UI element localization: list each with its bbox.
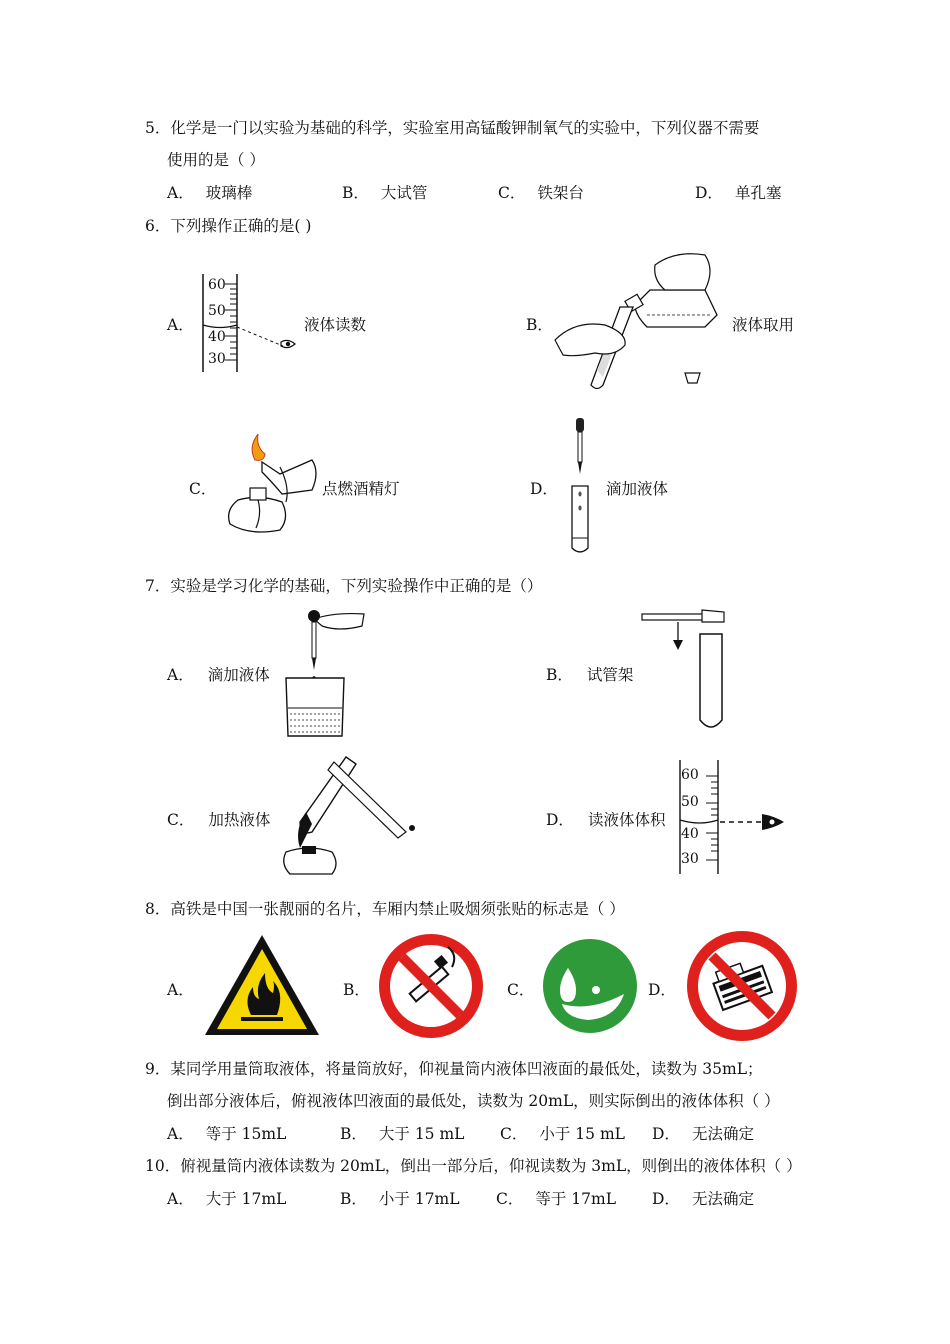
q10-option-d[interactable]: [652, 1187, 754, 1209]
q8-option-c-letter[interactable]: C．: [507, 981, 535, 999]
test-tube-holder-illustration: [640, 608, 730, 736]
q6-option-a-label: 液体读数: [304, 316, 367, 334]
q7-option-a[interactable]: [167, 663, 270, 685]
q5-option-c[interactable]: [498, 181, 584, 203]
q9-option-b-letter: B．: [340, 1125, 367, 1143]
q9-option-d-letter: D．: [652, 1125, 680, 1143]
q9-option-a[interactable]: [167, 1122, 286, 1144]
q7-option-c-letter: C．: [167, 811, 195, 829]
q10-option-c-letter: C．: [496, 1190, 524, 1208]
q7-option-d-label: 读液体体积: [587, 811, 666, 829]
q8-option-a-letter[interactable]: A．: [167, 981, 194, 999]
q7d-scale-50: 50: [681, 794, 699, 810]
q7-option-d-letter: D．: [546, 811, 574, 829]
q7-option-c-label: 加热液体: [208, 811, 271, 829]
dropper-into-beaker-illustration: [284, 604, 369, 739]
heating-liquid-illustration: [276, 752, 421, 882]
q5-option-a-letter: A．: [167, 184, 194, 202]
q10-option-c-text: 等于 17mL: [535, 1190, 617, 1208]
q5-option-c-text: 铁架台: [537, 184, 584, 202]
q10-stem: 10．俯视量筒内液体读数为 20mL，倒出一部分后，仰视读数为 3mL，则倒出的液体体积（ ）: [145, 1157, 802, 1175]
q9-stem-line1: 9．某同学用量筒取液体，将量筒放好，仰视量筒内液体凹液面的最低处，读数为 35mL；: [145, 1060, 763, 1078]
lighting-alcohol-lamp-illustration: [220, 432, 320, 542]
q9-option-c[interactable]: [500, 1122, 625, 1144]
q6-option-a-letter[interactable]: A．: [167, 316, 194, 334]
q5-option-b-letter: B．: [342, 184, 369, 202]
q7d-scale-60: 60: [681, 767, 699, 783]
q6a-scale-30: 30: [208, 351, 226, 367]
q5-option-b[interactable]: [342, 181, 427, 203]
dropper-into-test-tube-illustration: [568, 416, 598, 558]
q5-option-d-text: 单孔塞: [734, 184, 782, 202]
q7-option-b-label: 试管架: [586, 666, 634, 684]
q7-option-b-letter: B．: [546, 666, 573, 684]
q7-option-a-label: 滴加液体: [207, 666, 270, 684]
q10-option-b[interactable]: [340, 1187, 460, 1209]
q5-option-c-letter: C．: [498, 184, 526, 202]
q10-option-d-letter: D．: [652, 1190, 680, 1208]
q9-option-d-text: 无法确定: [691, 1125, 754, 1143]
q7-option-c[interactable]: [167, 808, 270, 830]
q10-option-a-letter: A．: [167, 1190, 194, 1208]
q6a-scale-40: 40: [208, 329, 226, 345]
q10-option-b-text: 小于 17mL: [378, 1190, 460, 1208]
q8-option-d-letter[interactable]: D．: [648, 981, 676, 999]
q6a-scale-50: 50: [208, 303, 226, 319]
q6-option-d-label: 滴加液体: [606, 480, 669, 498]
q5-option-d-letter: D．: [695, 184, 723, 202]
q5-option-d[interactable]: [695, 181, 781, 203]
q9-option-d[interactable]: [652, 1122, 754, 1144]
q10-option-a-text: 大于 17mL: [205, 1190, 287, 1208]
q6-option-b-letter[interactable]: B．: [526, 316, 553, 334]
q6-option-b-label: 液体取用: [732, 316, 795, 334]
q10-option-d-text: 无法确定: [691, 1190, 754, 1208]
q10-option-b-letter: B．: [340, 1190, 367, 1208]
q6-option-c-label: 点燃酒精灯: [322, 480, 400, 498]
no-smoking-sign-icon: [378, 933, 484, 1039]
q6-option-d-letter[interactable]: D．: [530, 480, 558, 498]
q9-option-a-letter: A．: [167, 1125, 194, 1143]
q9-option-c-text: 小于 15 mL: [539, 1125, 625, 1143]
pouring-liquid-illustration: [555, 245, 730, 390]
q6a-scale-60: 60: [208, 277, 226, 293]
q7-stem: 7．实验是学习化学的基础，下列实验操作中正确的是（）: [145, 577, 543, 595]
q5-option-b-text: 大试管: [380, 184, 428, 202]
q5-stem-line2: 使用的是（ ）: [167, 151, 265, 169]
water-saving-sign-icon: [542, 938, 638, 1034]
q6-stem: 6．下列操作正确的是( ): [145, 217, 312, 235]
q8-option-b-letter[interactable]: B．: [343, 981, 370, 999]
q9-option-b[interactable]: [340, 1122, 464, 1144]
q7-option-b[interactable]: [546, 663, 633, 685]
flammable-warning-sign-icon: [203, 933, 321, 1037]
q9-stem-line2: 倒出部分液体后，俯视液体凹液面的最低处，读数为 20mL，则实际倒出的液体体积（ ）: [167, 1092, 780, 1110]
q7d-scale-30: 30: [681, 851, 699, 867]
q6-option-c-letter[interactable]: C．: [189, 480, 217, 498]
q9-option-a-text: 等于 15mL: [205, 1125, 287, 1143]
q9-option-b-text: 大于 15 mL: [378, 1125, 465, 1143]
q9-option-c-letter: C．: [500, 1125, 528, 1143]
q10-option-c[interactable]: [496, 1187, 616, 1209]
q7-option-d[interactable]: [546, 808, 665, 830]
no-fireworks-sign-icon: [686, 930, 798, 1042]
q10-option-a[interactable]: [167, 1187, 286, 1209]
q8-stem: 8．高铁是中国一张靓丽的名片，车厢内禁止吸烟须张贴的标志是（ ）: [145, 900, 625, 918]
q5-option-a[interactable]: [167, 181, 252, 203]
q5-option-a-text: 玻璃棒: [205, 184, 253, 202]
q7-option-a-letter: A．: [167, 666, 194, 684]
q7d-scale-40: 40: [681, 826, 699, 842]
q5-stem-line1: 5．化学是一门以实验为基础的科学，实验室用高锰酸钾制氧气的实验中，下列仪器不需要: [145, 119, 760, 137]
